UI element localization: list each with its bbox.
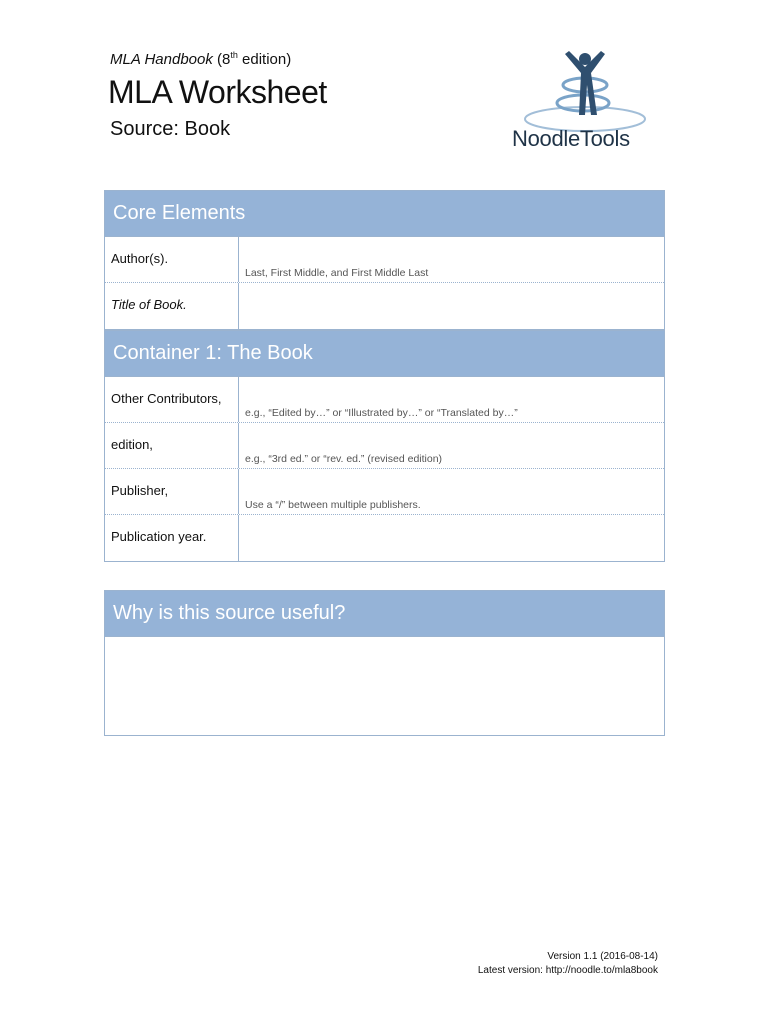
publisher-field[interactable] [239,469,664,514]
title-label: Title of Book. [105,283,239,329]
latest-version-link[interactable]: Latest version: http://noodle.to/mla8book [477,965,658,976]
edition-field[interactable] [239,423,664,468]
handbook-edition-line [110,50,291,68]
version-text: Version 1.1 (2016-08-14) [547,951,658,962]
contributors-hint: e.g., “Edited by…” or “Illustrated by…” or “Translated by…” [245,407,518,419]
logo-text: NoodleTools [512,126,630,151]
edition-open: (8 [212,51,231,68]
publisher-label: Publisher, [105,469,239,514]
author-field[interactable] [239,237,664,282]
page-subtitle: Source: Book [110,118,231,140]
contributors-row [105,377,664,423]
author-label: Author(s). [105,237,239,282]
title-row [105,283,664,329]
contributors-label: Other Contributors, [105,377,239,422]
footer [478,950,658,978]
core-elements-header: Core Elements [105,191,664,237]
publisher-hint: Use a “/” between multiple publishers. [245,499,421,511]
author-hint: Last, First Middle, and First Middle Last [245,267,429,279]
usefulness-header: Why is this source useful? [105,591,664,637]
edition-hint: e.g., “3rd ed.” or “rev. ed.” (revised edition) [245,453,443,465]
edition-sup: th [230,50,238,60]
usefulness-answer-field[interactable] [105,637,664,735]
edition-label: edition, [105,423,239,468]
page-title: MLA Worksheet [108,74,327,110]
usefulness-section [104,590,665,736]
title-field[interactable] [239,283,664,329]
publication-year-field[interactable] [239,515,664,561]
edition-row [105,423,664,469]
container-header: Container 1: The Book [105,331,664,377]
publication-year-label: Publication year. [105,515,239,561]
edition-close: edition) [237,51,292,68]
author-row [105,237,664,283]
publication-year-row [105,515,664,561]
handbook-name: MLA Handbook [110,51,213,68]
publisher-row [105,469,664,515]
contributors-field[interactable] [239,377,664,422]
core-elements-section [104,190,665,330]
container-section [104,330,665,562]
